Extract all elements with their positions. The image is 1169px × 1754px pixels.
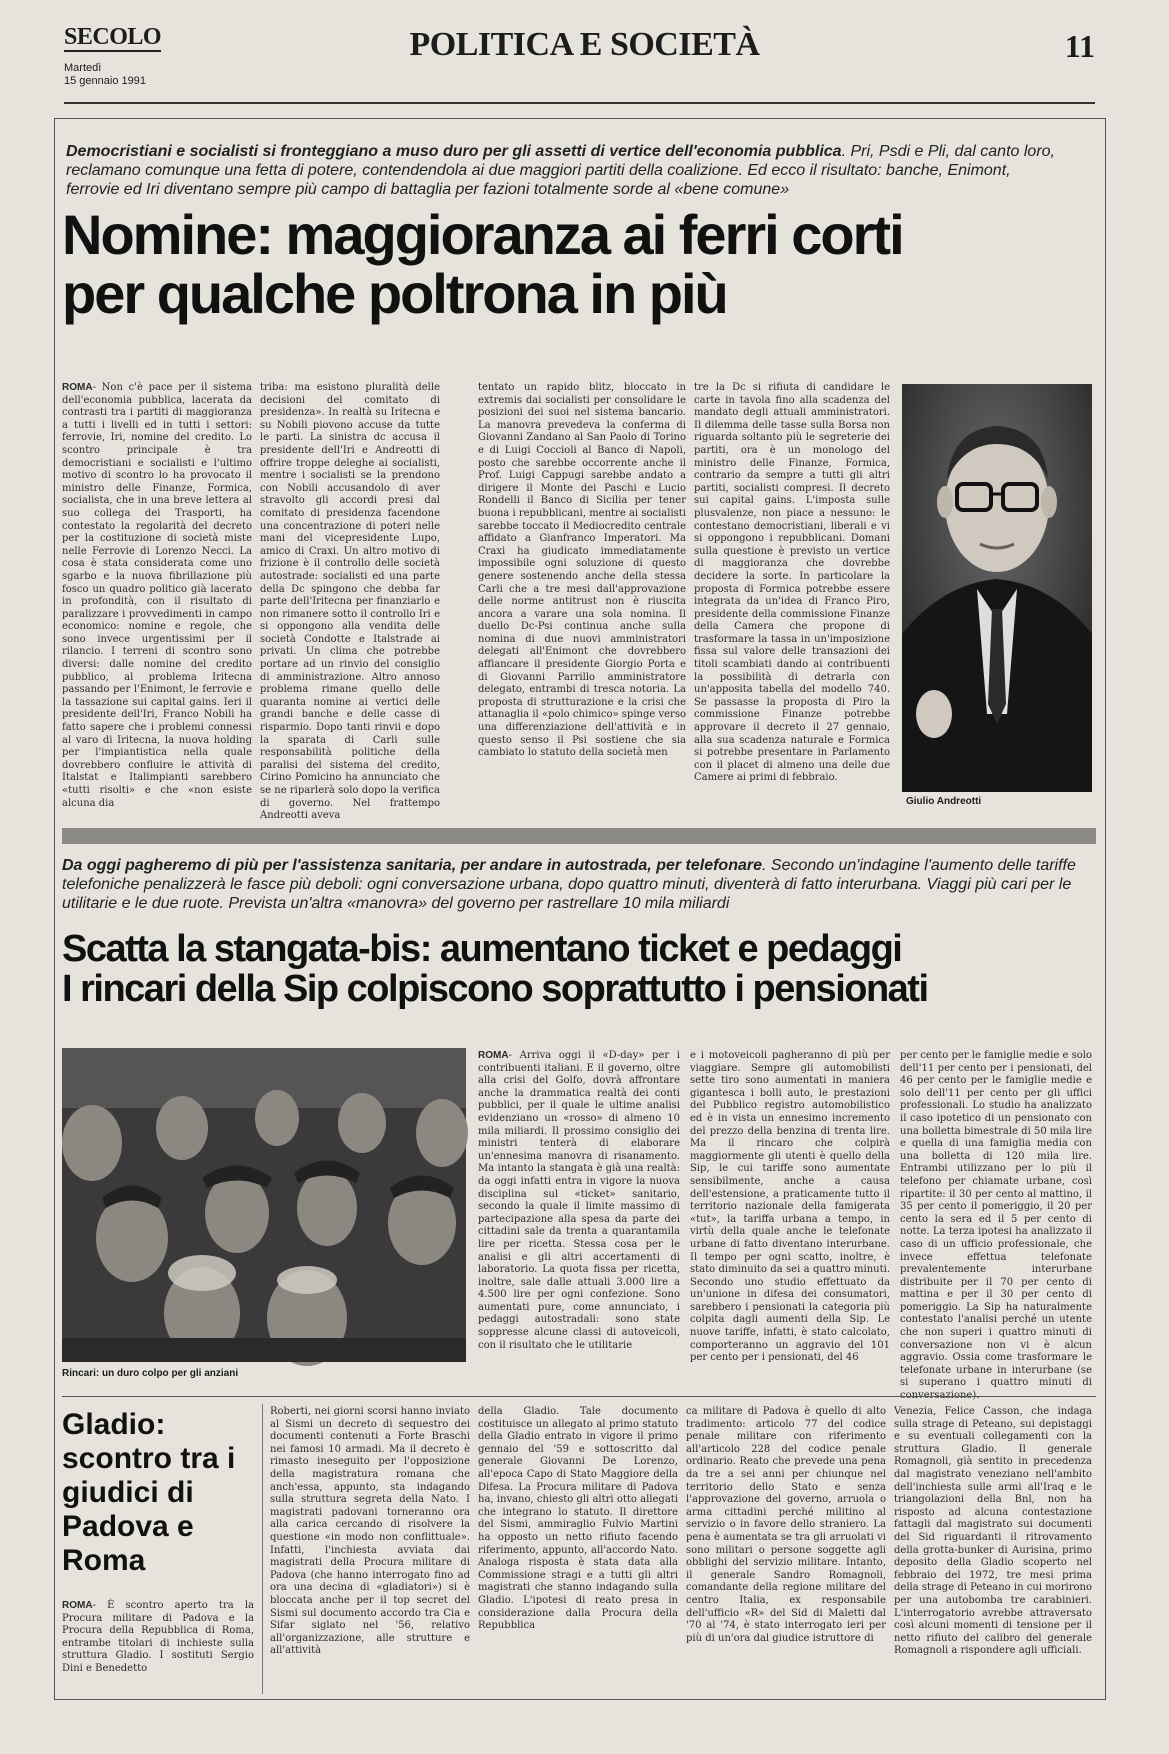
andreotti-photo-caption: Giulio Andreotti: [906, 796, 982, 807]
article2-headline: [62, 930, 1102, 1010]
section-title: POLITICA E SOCIETÀ: [409, 26, 760, 63]
elderly-crowd-photo: [62, 1048, 466, 1362]
article1-dateline: ROMA: [62, 382, 93, 393]
article1-kicker-bold: Democristiani e socialisti si fronteggiano a muso duro per gli assetti di vertice dell'economia pubblica: [66, 143, 842, 160]
article3-column-2: [270, 1406, 470, 1694]
article3-column-divider: [262, 1404, 263, 1694]
article3-column-5-text: Venezia, Felice Casson, che indaga sulla strage di Peteano, sui depistaggi e su eventuali collegamenti con la struttura Gladio. Il generale Romagnoli, già sentito in precedenza dal magistrato veneziano nell'ambito dell'inchiesta sulle armi all'Iraq e le triangolazioni della Bnl, non ha risposto ad alcuna contestazione fattagli dal magistrato sui documenti del Sid riguardanti il ritrovamento della grotta-bunker di Aurisina, primo deposito della Gladio scoperto nel febbraio del 1972, tre mesi prima della strage di Peteano in cui morirono per una autobomba tre carabinieri. L'interrogatorio avrebbe attraversato così alcuni momenti di tensione per il netto rifiuto del calibro del generale Romagnoli a rispondere agli ufficiali.: [894, 1406, 1092, 1657]
article3-column-5: [894, 1406, 1092, 1694]
elderly-crowd-image: [62, 1048, 466, 1362]
article1-headline-line1: Nomine: maggioranza ai ferri corti: [62, 203, 903, 266]
article3-column-4: [686, 1406, 886, 1694]
article1-kicker: [66, 142, 1066, 199]
article1-column-4: [694, 382, 890, 806]
crowd-photo-caption: Rincari: un duro colpo per gli anziani: [62, 1368, 239, 1379]
page-number: 11: [1064, 28, 1095, 64]
andreotti-portrait-image: [902, 384, 1092, 792]
section-divider-band: [62, 828, 1096, 844]
article3-column-4-text: ca militare di Padova è quello di alto tradimento: articolo 77 del codice penale militare con riferimento all'articolo 228 del codice penale ordinario. Reato che prevede una pena da tre a sei anni per chiunque nel territorio dello Stato e senza l'approvazione del governo, arruola o arma cittadini perché militino al servizio o in favore dello straniero. La pena è aumentata se tra gli arruolati vi sono militari o persone soggette agli obblighi del servizio militare. Intanto, il generale Sandro Romagnoli, comandante della regione militare del centro Italia, ex responsabile dell'ufficio «R» del Sid di Maletti dal '70 al '74, è stato interrogato ieri per più di un'ora dal giudice istruttore di: [686, 1406, 886, 1644]
masthead-date-text: 15 gennaio 1991: [64, 75, 146, 87]
article1-column-3-text: tentato un rapido blitz, bloccato in extremis dai socialisti per consolidare le posizioni dei suoi nel sistema bancario. La manovra prevedeva la conferma di Giovanni Zandano al San Paolo di Torino e di Luigi Coccioli al Banco di Napoli, posto che sarebbe occorrente anche il Prof. Luigi Cappugi sarebbe andato a dirigere il Monte dei Paschi e Lucio Rondelli il Banco di Sicilia per tener buona i repubblicani, mentre ai socialisti sarebbe toccato il Mediocredito centrale affidato a Gianfranco Imperatori. Ma Craxi ha giudicato immediatamente impossibile ogni soluzione di questo genere sostenendo anche della stessa Carli che a tre mesi dall'approvazione delle norme antitrust non è riuscita ancora a varare una sola nomina. Il duello Dc-Psi continua anche sulla nomina di due nuovi amministratori delegati all'Enimont che dovrebbero affiancare il presidente Giorgio Porta e di Giovanni Parrillo amministratore delegato, entrambi di tresca notoria. La proposta di strutturazione e la crisi che attanaglia il «polo chimico» spinge verso una differenziazione dell'attività e in questo senso il Psi sostiene che sia cambiato lo statuto della società men: [478, 382, 686, 759]
article2-kicker: [62, 856, 1092, 913]
article1-headline: [62, 203, 1092, 325]
article1-column-1: [62, 382, 252, 809]
masthead-date: [64, 62, 146, 88]
article2-dateline: ROMA: [478, 1050, 509, 1061]
article3-top-rule: [62, 1396, 1096, 1397]
article2-column-1-text: - Arriva oggi il «D-day» per i contribuenti italiani. E il governo, oltre alla crisi del Golfo, dovrà affrontare anche la drammatica realtà dei conti pubblici, per il quale le ultime analisi evidenziano un «rosso» di almeno 10 mila miliardi. Il prossimo consiglio dei ministri tenterà di elaborare un'ennesima manovra di risanamento. Ma intanto la stangata è già una realtà: da oggi infatti entra in vigore la nuova disciplina sul «ticket» sanitario, secondo la quale il limite massimo di partecipazione alla spesa da parte dei cittadini sale da trenta a quarantamila lire per ricetta. Stessa cosa per le analisi e gli altri accertamenti di laboratorio. La quota fissa per ricetta, inoltre, sale dalle attuali 3.000 lire a 4.500 lire per ogni confezione. Sono aumentati pure, come annunciato, i pedaggi autostradali: sono state soppresse alcune classi di autoveicoli, con il risultato che le utilitarie: [478, 1050, 680, 1351]
article3-column-3: [478, 1406, 678, 1694]
article2-headline-line2: I rincari della Sip colpiscono soprattutto i pensionati: [62, 967, 928, 1010]
article3-column-1: [62, 1600, 254, 1692]
article1-column-4-text: tre la Dc si rifiuta di candidare le carte in tavola fino alla scadenza del mandato degli attuali amministratori. Il dilemma delle tasse sulla Borsa non riguarda soltanto più le segreterie dei partiti, ora è un monologo del ministro delle Finanze, Formica, contrario da sempre a tutti gli altri partiti, socialisti compresi. Il decreto sui capital gains. L'imposta sulle plusvalenze, non piace a nessuno: le contestano democristiani, liberali e vi si oppongono i repubblicani. Domani sulla questione è previsto un vertice di maggioranza che dovrebbe decidere la sorte. In particolare la proposta di Formica potrebbe essere integrata da un'idea di Franco Piro, presidente della commissione Finanze della Camera che propone di trasformare la tassa in un'imposizione fissa sul valore delle transazioni dei titoli scambiati dando ai contribuenti la possibilità di detrarla con un'apposita tabella del modello 740. Se passasse la proposta di Piro la commissione Finanze potrebbe approvare il decreto il 27 gennaio, alla sua scadenza naturale e Formica si potrebbe presentare in Parlamento con il placet di almeno una delle due Camere ai primi di febbraio.: [694, 382, 890, 784]
article3-column-3-text: della Gladio. Tale documento costituisce un allegato al primo statuto della Gladio entrato in vigore il primo gennaio del '59 e sottoscritto dal generale Giovanni De Lorenzo, all'epoca Capo di Stato Maggiore della Difesa. La Procura militare di Padova ha, invano, chiesto gli altri otto allegati che integrano lo statuto. Il direttore del Sismi, ammiraglio Fulvio Martini ha opposto un netto rifiuto facendo riferimento, appunto, all'accordo Nato. Analoga risposta è stata data alla Commissione stragi e a tutti gli altri magistrati che stanno indagando sulla Gladio. L'ipotesi di reato presa in considerazione dalla Procura della Repubblica: [478, 1406, 678, 1632]
article2-column-3: [900, 1050, 1092, 1402]
article1-column-2: [260, 382, 440, 822]
masthead-day: Martedì: [64, 62, 102, 74]
article3-column-2-text: Roberti, nei giorni scorsi hanno inviato al Sismi un decreto di sequestro dei documenti contenuti a Forte Braschi nei famosi 10 armadi. Ma il decreto è rimasto ineseguito per l'opposizione della magistratura romana che anch'essa, appunto, sta indagando sulla struttura segreta della Nato. I magistrati padovani torneranno ora alla carica cercando di risolvere la questione «in modo non conflittuale». Infatti, l'inchiesta avviata dai magistrati della Procura militare di Padova (che hanno interrogato fino ad ora una decina di «gladiatori») si è bloccata anche per il top secret del Sismi sul documento accordo tra Cia e Sifar siglato nel '56, relativo all'organizzazione, alle strutture e all'attività: [270, 1406, 470, 1657]
article3-title: Gladio: scontro tra i giudici di Padova e Roma: [62, 1408, 236, 1577]
masthead-logo: SECOLO: [64, 24, 162, 50]
article2-column-2: [690, 1050, 890, 1384]
article1-headline-line2: per qualche poltrona in più: [62, 261, 727, 325]
article2-column-1: [478, 1050, 680, 1384]
article3-dateline: ROMA: [62, 1600, 93, 1611]
article1-column-1-text: - Non c'è pace per il sistema dell'economia pubblica, lacerata da contrasti tra i partiti di maggioranza a tutti i livelli ed in tutti i settori: ferrovie, Iri, nomine del credito. Lo scontro principale è tra democristiani e socialisti e l'ultimo motivo di scontro lo ha provocato il ministro delle Finanze, Formica, socialista, che in una breve lettera al suo collega dei Trasporti, ha contestato la regolarità del decreto per la costituzione di società miste nelle Ferrovie di Lorenzo Necci. La cosa è stata considerata come uno sgarbo e la nuova fibrillazione più fosco un quadro politico già lacerato in profondità, con il risultato di paralizzare i provvedimenti in campo economico: nomine e regole, che sono invece urgentissimi per il rilancio. I terreni di scontro sono diversi: dalle nomine del credito pubblico, al problema Iritecna passando per l'Enimont, le ferrovie e la tassazione sui capital gains. Ieri il presidente dell'Iri, Franco Nobili ha fatto sapere che i problemi connessi al varo di Iritecna, la nuova holding per l'impiantistica nella quale dovrebbero confluire le attività di Italstat e Italimpianti sarebbero «tutti risolti» e che «non esiste alcuna dia: [62, 382, 252, 809]
article2-headline-line1: Scatta la stangata-bis: aumentano ticket e pedaggi: [62, 928, 902, 970]
article3-column-1-text: - È scontro aperto tra la Procura militare di Padova e la Procura della Repubblica di Roma, entrambe titolari di inchieste sulla struttura Gladio. I sostituti Sergio Dini e Benedetto: [62, 1600, 254, 1674]
article1-column-2-text: triba: ma esistono pluralità delle decisioni del comitato di presidenza». In realtà su Iritecna e su Nobili piovono accuse da tutte le parti. La sinistra dc accusa il presidente dell'Iri e Andreotti di offrire troppe deleghe ai socialisti, mentre i socialisti se la prendono con Nobili accusandolo di aver stravolto gli accordi presi dal comitato di presidenza facendone una concentrazione di poteri nelle mani del vicepresidente Lupo, amico di Craxi. Un altro motivo di frizione è il controllo delle società autostrade: socialisti ed una parte della Dc spingono che debba far parte dell'Iritecna per finanziarlo e non rimanere sotto il controllo Iri e si oppongono alla vendita delle società Condotte e Italstrade ai privati. Un clima che potrebbe portare ad un rinvio del consiglio di amministrazione. Altro annoso problema rimane quello delle quaranta nomine ai vertici delle grandi banche e delle casse di risparmio. Dopo tanti rinvii e dopo la sparata di Carli sulle responsabilità politiche della paralisi del sistema del credito, Cirino Pomicino ha annunciato che se ne riparlerà solo dopo la verifica di governo. Nel frattempo Andreotti aveva: [260, 382, 440, 822]
article2-column-3-text: per cento per le famiglie medie e solo dell'11 per cento per i pensionati, del 46 per cento per le famiglie medie e solo dell'11 per cento per gli uffici professionali. Lo studio ha analizzato il caso ipotetico di un pensionato con una bolletta bimestrale di 50 mila lire e quella di una famiglia media con una bolletta di 120 mila lire. Entrambi utilizzano per lo più il telefono per chiamate urbane, così ripartite: il 30 per cento al mattino, il 35 per cento il pomeriggio, il 20 per cento la sera ed il 5 per cento di notte. La terza ipotesi ha analizzato il caso di un ufficio professionale, che invece effettua telefonate prevalentemente interurbane distribuite per il 70 per cento di mattina e per il 30 per cento di pomeriggio. La Sip ha naturalmente contestato l'analisi perché un utente che non superi i quattro minuti di conversazione non vi è alcun aggravio. Ossia come trasformare le telefonate urbane in interurbane (se si superano i quattro minuti di conversazione).: [900, 1050, 1092, 1402]
article2-kicker-rest: . Secondo un'indagine l'aumento delle tariffe telefoniche penalizzerà le fasce più deboli: ogni conversazione urbana, dopo quattro minuti, diventerà di fatto interurbana. Viaggi più cari per le utilitarie e le due ruote. Prevista un'altra «manovra» del governo per rastrellare 10 mila miliardi: [62, 857, 1076, 912]
article2-kicker-bold: Da oggi pagheremo di più per l'assistenza sanitaria, per andare in autostrada, per telefonare: [62, 857, 762, 874]
andreotti-photo: [902, 384, 1092, 792]
article1-kicker-rest: . Pri, Psdi e Pli, dal canto loro, reclamano comunque una fetta di potere, contendendola ai due maggiori partiti della coalizione. Ed ecco il risultato: banche, Enimont, ferrovie ed Iri diventano sempre più campo di battaglia per fazioni totalmente sorde al «bene comune»: [66, 143, 1055, 198]
article2-column-2-text: e i motoveicoli pagheranno di più per viaggiare. Sempre gli automobilisti sette tiro sono aumentati in maniera gigantesca i bolli auto, le prestazioni del Pubblico registro automobilistico ed è in vista un ennesimo incremento del prezzo della benzina di trenta lire. Ma il rincaro che colpirà maggiormente gli utenti è quello della Sip, le cui tariffe sono aumentate sensibilmente, anche a causa dell'estensione, a praticamente tutto il territorio nazionale della famigerata «tut», la tariffa urbana a tempo, in virtù della quale anche le telefonate urbane di fatto diventano interurbane. Il tempo per ogni scatto, inoltre, è stato diminuito da sei a quattro minuti. Secondo uno studio effettuato da un'unione in difesa dei consumatori, sarebbero i pensionati la categoria più colpita dagli aumenti della Sip. Le nuove tariffe, infatti, è stato calcolato, comporteranno un aggravio del 101 per cento per i pensionati, del 46: [690, 1050, 890, 1364]
article1-column-3: [478, 382, 686, 806]
masthead-rule: [64, 102, 1095, 104]
